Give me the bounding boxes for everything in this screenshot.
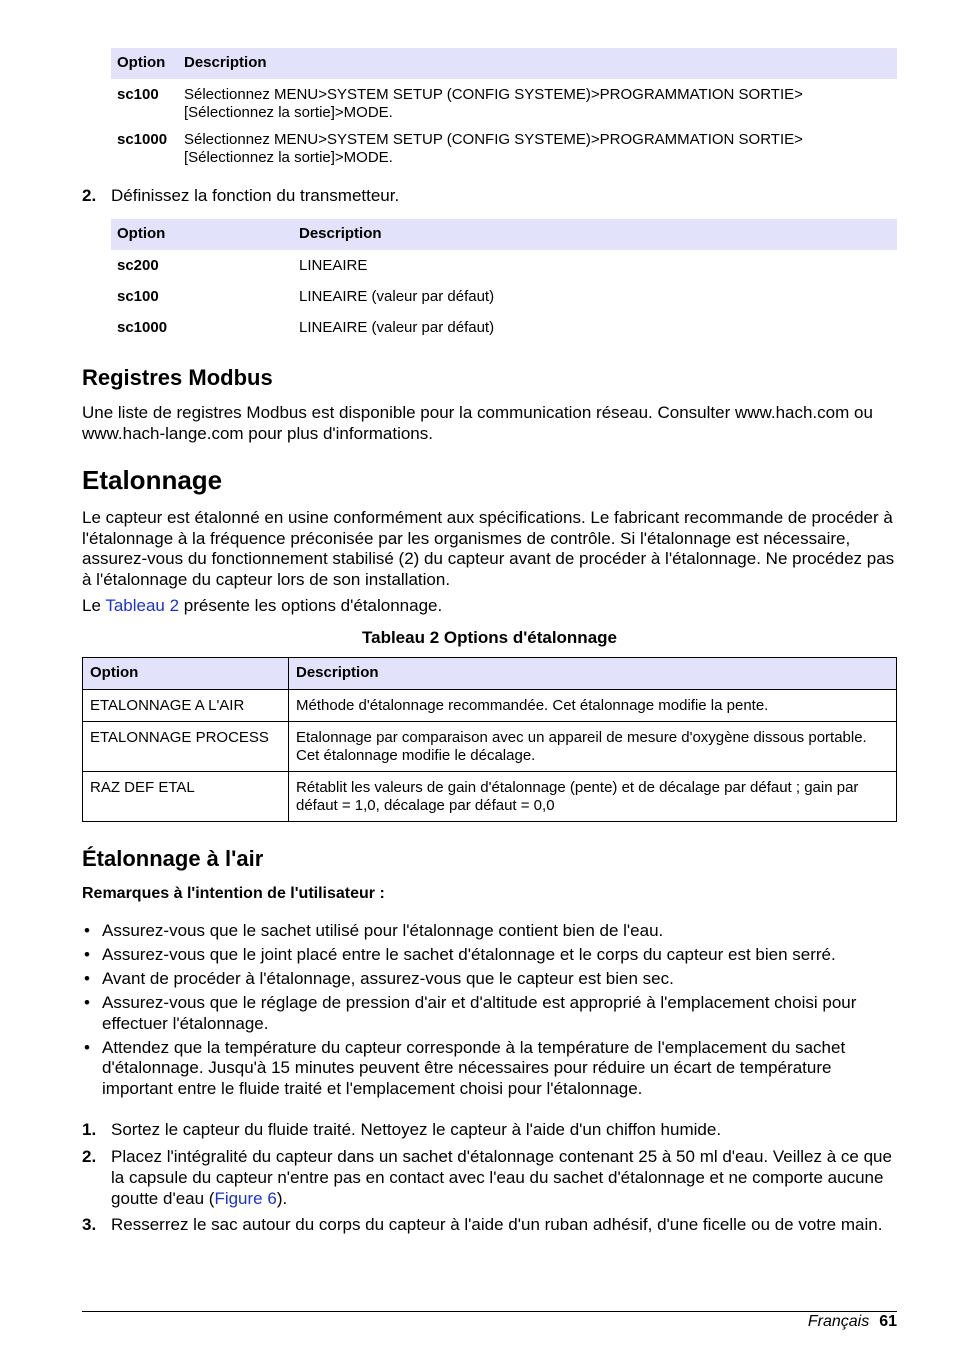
table-row [111,312,897,343]
list-item [82,1038,897,1100]
bullet-icon: • [84,945,90,964]
bullet-icon: • [84,993,90,1012]
step-text: Définissez la fonction du transmetteur. [111,186,400,205]
step-number: 2. [82,186,97,205]
step-number: 2. [82,1147,97,1166]
table-row [111,79,897,124]
footer-divider [82,1311,897,1312]
list-item-text: Attendez que la température du capteur corresponde à la température de l'emplacement du sachet d'étalonnage. Jusqu'à 15 minutes peuvent être nécessaires pour réduire un écart de température important entre le fluide traité et l'emplacement choisi pour l'étalonnage. [102,1037,846,1098]
list-item-text: Assurez-vous que le sachet utilisé pour l'étalonnage contient bien de l'eau. [102,921,664,940]
list-item [82,969,897,990]
description-cell: LINEAIRE (valeur par défaut) [299,319,495,336]
etalonnage-heading: Etalonnage [82,465,223,495]
table-header-row [83,658,897,690]
list-item-text: Assurez-vous que le réglage de pression d'air et d'altitude est approprié à l'emplacement choisi pour effectuer l'étalonnage. [102,993,857,1033]
notes-list [82,921,897,1103]
description-cell: Etalonnage par comparaison avec un appareil de mesure d'oxygène dissous portable. Cet étalonnage modifie le décalage. [289,722,897,772]
bullet-icon: • [84,1037,90,1057]
notes-title: Remarques à l'intention de l'utilisateur : [82,885,385,902]
option-cell: ETALONNAGE A L'AIR [83,690,289,722]
table-row [83,722,897,772]
table-row [111,281,897,312]
air-step-3 [82,1214,897,1235]
ref-suffix: présente les options d'étalonnage. [179,596,443,615]
description-cell: LINEAIRE (valeur par défaut) [299,288,495,305]
step-2 [82,185,897,206]
column-header-description: Description [178,48,897,79]
list-item [82,921,897,942]
footer-language: Français [807,1313,870,1330]
option-cell: sc1000 [117,131,168,148]
table-header-row [111,48,897,79]
step-number: 3. [82,1215,97,1234]
column-header-description: Description [293,219,897,250]
option-cell: ETALONNAGE PROCESS [83,722,289,772]
ref-prefix: Le [82,596,106,615]
table-row [111,124,897,169]
column-header-option: Option [111,219,293,250]
column-header-option: Option [83,658,289,690]
table-header-row [111,219,897,250]
list-item [82,993,897,1034]
step-text-after: ). [276,1189,288,1208]
option-cell: RAZ DEF ETAL [83,772,289,822]
description-cell: LINEAIRE [299,257,368,274]
table-row [83,690,897,722]
page-number: 61 [879,1313,897,1330]
step-number: 1. [82,1120,97,1139]
bullet-icon: • [84,969,90,988]
description-cell: Rétablit les valeurs de gain d'étalonnage (pente) et de décalage par défaut ; gain par défaut = 1,0, décalage par défaut = 0,0 [289,772,897,822]
list-item-text: Avant de procéder à l'étalonnage, assurez-vous que le capteur est bien sec. [102,969,674,988]
step-text [111,1146,897,1209]
table-row [83,772,897,822]
air-step-2 [82,1146,897,1209]
description-cell: Sélectionnez MENU>SYSTEM SETUP (CONFIG SYSTEME)>PROGRAMMATION SORTIE>[Sélectionnez la sortie]>MODE. [184,131,803,166]
output-mode-table [111,48,897,169]
step-text: Sortez le capteur du fluide traité. Nettoyez le capteur à l'aide d'un chiffon humide. [111,1120,722,1139]
air-step-1 [82,1119,897,1140]
bullet-icon: • [84,921,90,940]
page-footer [808,1312,897,1332]
option-cell: sc100 [117,86,159,103]
description-cell: Méthode d'étalonnage recommandée. Cet étalonnage modifie la pente. [289,690,897,722]
figure-6-link[interactable]: Figure 6 [214,1189,277,1208]
list-item [82,945,897,966]
modbus-paragraph: Une liste de registres Modbus est disponible pour la communication réseau. Consulter www.hach.com ou www.hach-lange.com pour plus d'informations. [82,403,873,443]
tableau-2-link[interactable]: Tableau 2 [105,596,180,615]
calibration-options-table [82,657,897,822]
step-text-before: Placez l'intégralité du capteur dans un sachet d'étalonnage contenant 25 à 50 ml d'eau. Veillez à ce que la capsule du capteur n'entre pas en contact avec l'eau du sachet d'étalonnage et ne comporte aucune goutte d'eau ( [111,1147,892,1208]
transmitter-function-table [111,219,897,343]
modbus-heading: Registres Modbus [82,365,273,390]
column-header-description: Description [289,658,897,690]
list-item-text: Assurez-vous que le joint placé entre le sachet d'étalonnage et le corps du capteur est bien serré. [102,945,836,964]
option-cell: sc200 [117,257,159,274]
option-cell: sc100 [117,288,159,305]
step-text: Resserrez le sac autour du corps du capteur à l'aide d'un ruban adhésif, d'une ficelle ou de votre main. [111,1215,883,1234]
air-calibration-heading: Étalonnage à l'air [82,846,264,871]
etalonnage-paragraph: Le capteur est étalonné en usine conformément aux spécifications. Le fabricant recommande de procéder à l'étalonnage à la fréquence préconisée par les organismes de contrôle. Si l'étalonnage est nécessaire, assurez-vous du fonctionnement stabilisé (2) du capteur avant de procéder à l'étalonnage. Ne procédez pas à l'étalonnage du capteur lors de son installation. [82,508,895,589]
table-reference-paragraph [82,596,897,617]
option-cell: sc1000 [117,319,168,336]
table-caption: Tableau 2 Options d'étalonnage [362,628,617,647]
table-row [111,250,897,281]
description-cell: Sélectionnez MENU>SYSTEM SETUP (CONFIG SYSTEME)>PROGRAMMATION SORTIE>[Sélectionnez la sortie]>MODE. [184,86,803,121]
column-header-option: Option [111,48,178,79]
